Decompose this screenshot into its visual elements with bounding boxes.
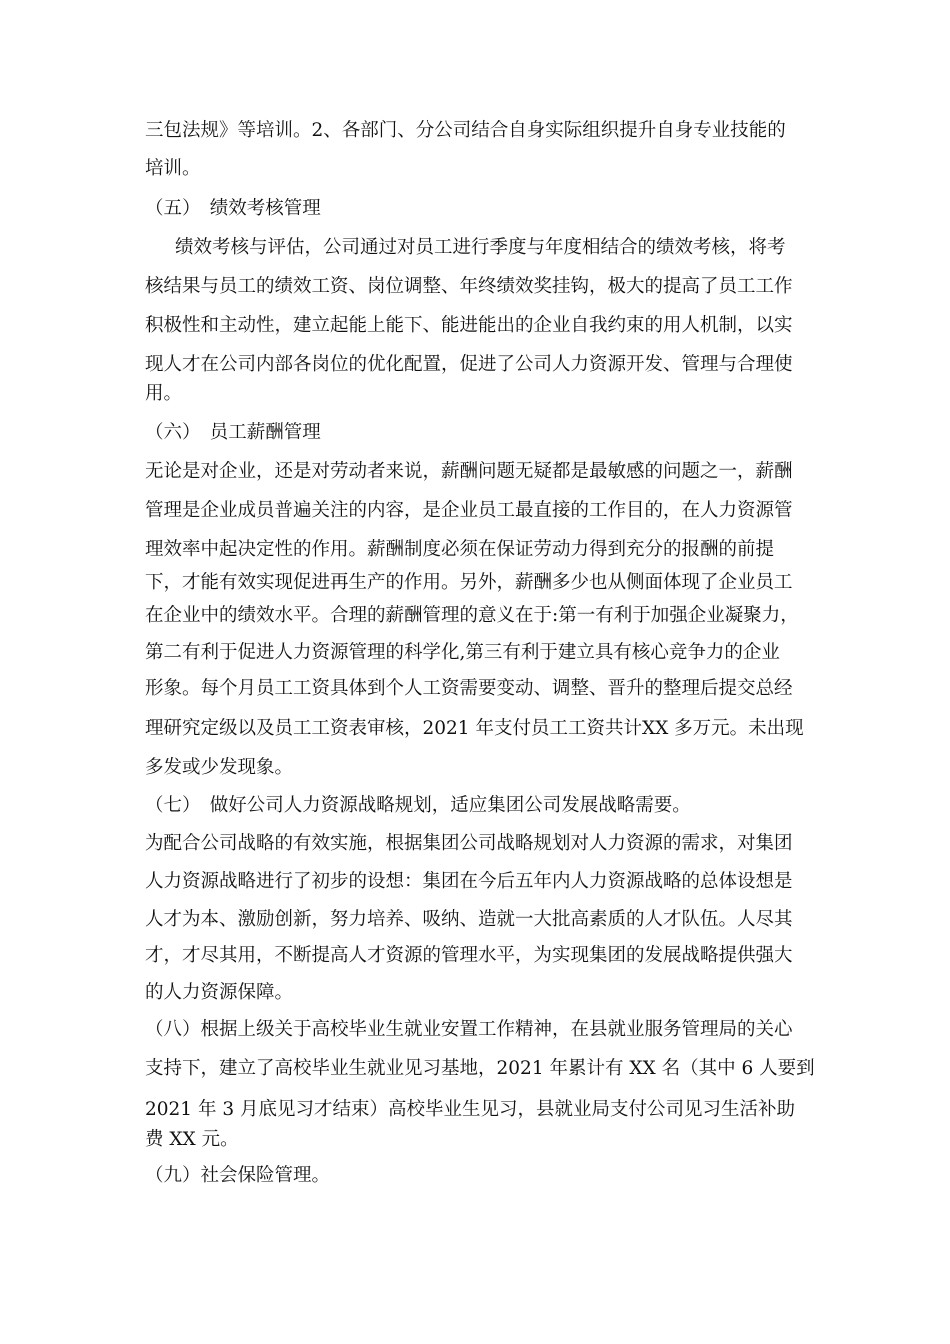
text-line: 积极性和主动性，建立起能上能下、能进能出的企业自我约束的用人机制，以实: [145, 315, 793, 336]
text-line: 的人力资源保障。: [145, 982, 294, 1003]
text-line: 为配合公司战略的有效实施，根据集团公司战略规划对人力资源的需求，对集团: [145, 833, 793, 854]
text-line: 现人才在公司内部各岗位的优化配置，促进了公司人力资源开发、管理与合理使: [145, 354, 793, 375]
text-line: 费 XX 元。: [145, 1129, 239, 1150]
text-line: 形象。每个月员工工资具体到个人工资需要变动、调整、晋升的整理后提交总经: [145, 678, 793, 699]
text-line: 无论是对企业，还是对劳动者来说，薪酬问题无疑都是最敏感的问题之一，薪酬: [145, 461, 793, 482]
text-line: 人力资源战略进行了初步的设想：集团在今后五年内人力资源战略的总体设想是: [145, 871, 793, 892]
text-line: 人才为本、激励创新，努力培养、吸纳、造就一大批高素质的人才队伍。人尽其: [145, 909, 793, 930]
text-line: 绩效考核与评估，公司通过对员工进行季度与年度相结合的绩效考核，将考: [175, 237, 786, 258]
text-line: 2021 年 3 月底见习才结束）高校毕业生见习，县就业局支付公司见习生活补助: [145, 1099, 795, 1120]
text-line: 下，才能有效实现促进再生产的作用。另外，薪酬多少也从侧面体现了企业员工: [145, 572, 793, 593]
text-line: 第二有利于促进人力资源管理的科学化,第三有利于建立具有核心竞争力的企业: [145, 642, 780, 663]
text-line: 理效率中起决定性的作用。薪酬制度必须在保证劳动力得到充分的报酬的前提: [145, 539, 775, 560]
text-line: 理研究定级以及员工工资表审核，2021 年支付员工工资共计XX 多万元。未出现: [145, 718, 804, 739]
text-line: 在企业中的绩效水平。合理的薪酬管理的意义在于:第一有利于加强企业凝聚力，: [145, 605, 799, 626]
text-line: 管理是企业成员普遍关注的内容，是企业员工最直接的工作目的，在人力资源管: [145, 500, 793, 521]
section-heading-6: （六） 员工薪酬管理: [145, 422, 321, 443]
section-heading-5: （五） 绩效考核管理: [145, 198, 321, 219]
text-line: 核结果与员工的绩效工资、岗位调整、年终绩效奖挂钩，极大的提高了员工工作: [145, 276, 793, 297]
text-line: 支持下，建立了高校毕业生就业见习基地，2021 年累计有 XX 名（其中 6 人要到: [145, 1058, 815, 1079]
text-line: 才，才尽其用，不断提高人才资源的管理水平，为实现集团的发展战略提供强大: [145, 945, 793, 966]
text-line: 多发或少发现象。: [145, 757, 294, 778]
text-line: 用。: [145, 383, 183, 404]
section-heading-8: （八）根据上级关于高校毕业生就业安置工作精神，在县就业服务管理局的关心: [145, 1019, 793, 1040]
text-line: 三包法规》等培训。2、各部门、分公司结合自身实际组织提升自身专业技能的: [145, 120, 786, 141]
section-heading-7: （七） 做好公司人力资源战略规划，适应集团公司发展战略需要。: [145, 795, 691, 816]
section-heading-9: （九）社会保险管理。: [145, 1165, 331, 1186]
text-line: 培训。: [145, 158, 201, 179]
